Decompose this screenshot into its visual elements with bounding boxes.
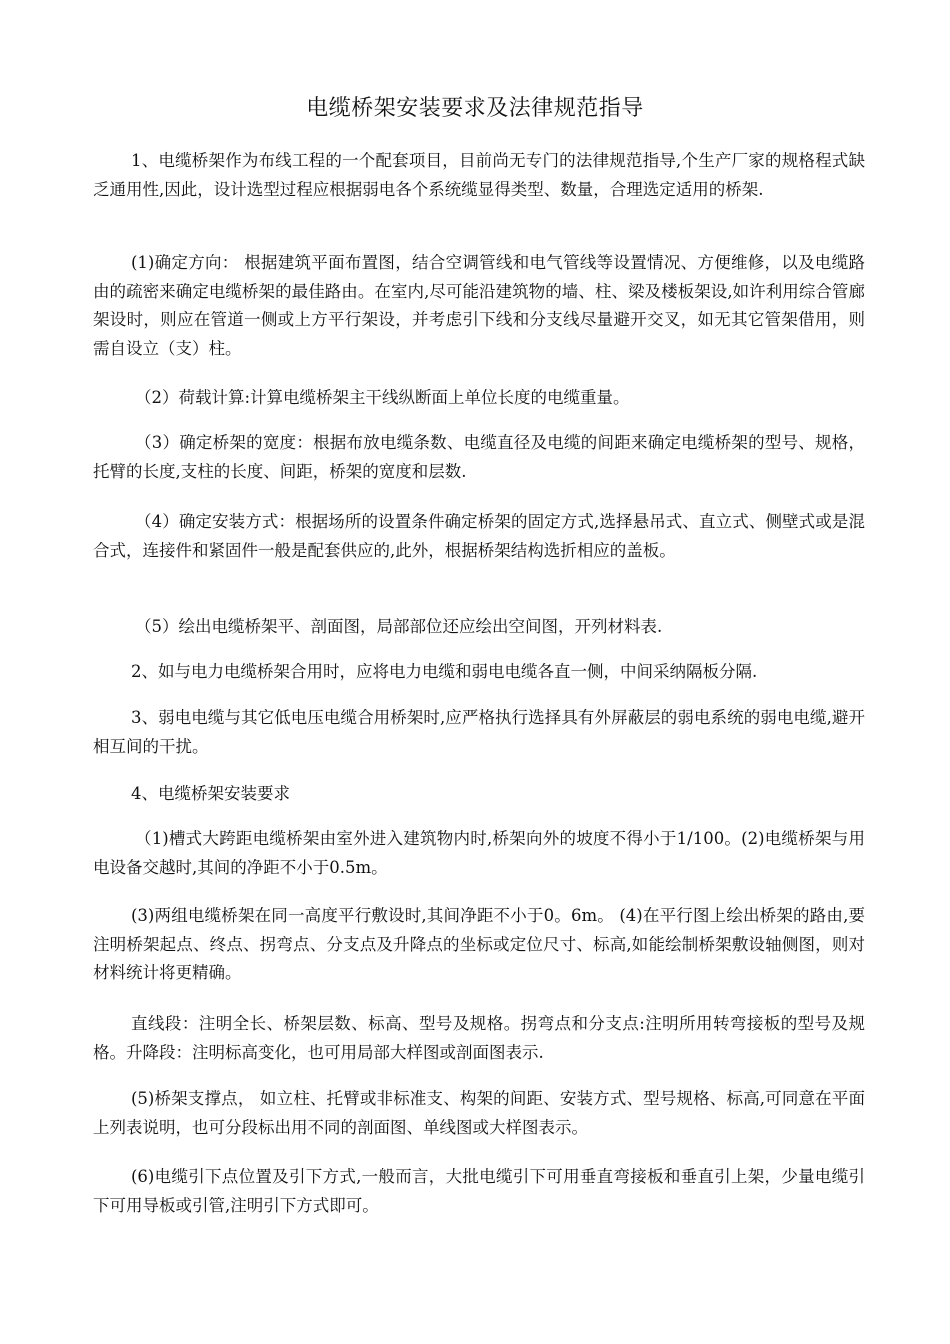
paragraph-13: (5)桥架支撑点， 如立柱、托臂或非标准支、构架的间距、安装方式、型号规格、标高,可同意在平面上列表说明，也可分段标出用不同的剖面图、单线图或大样图表示。 [93,1089,865,1137]
paragraph-6: （5）绘出电缆桥架平、剖面图，局部部位还应绘出空间图，开列材料表. [135,617,663,636]
paragraph-3: （2）荷载计算:计算电缆桥架主干线纵断面上单位长度的电缆重量。 [135,388,630,407]
paragraph-4: （3）确定桥架的宽度：根据布放电缆条数、电缆直径及电缆的间距来确定电缆桥架的型号、规格， 托臂的长度,支柱的长度、间距，桥架的宽度和层数. [93,433,865,481]
paragraph-5: （4）确定安装方式：根据场所的设置条件确定桥架的固定方式,选择悬吊式、直立式、侧壁式或是混合式，连接件和紧固件一般是配套供应的,此外，根据桥架结构选折相应的盖板。 [93,512,865,560]
paragraph-12: 直线段：注明全长、桥架层数、标高、型号及规格。拐弯点和分支点:注明所用转弯接板的型号及规格。升降段：注明标高变化，也可用局部大样图或剖面图表示. [93,1014,865,1062]
paragraph-10: （1)槽式大跨距电缆桥架由室外进入建筑物内时,桥架向外的坡度不得小于1/100。(2)电缆桥架与用电设备交越时,其间的净距不小于0.5m。 [93,829,865,877]
paragraph-9: 4、电缆桥架安装要求 [131,784,290,803]
paragraph-8: 3、弱电电缆与其它低电压电缆合用桥架时,应严格执行选择具有外屏蔽层的弱电系统的弱电电缆,避开相互间的干扰。 [93,708,865,756]
paragraph-14: (6)电缆引下点位置及引下方式,一般而言，大批电缆引下可用垂直弯接板和垂直引上架，少量电缆引下可用导板或引管,注明引下方式即可。 [93,1167,865,1215]
document-title: 电缆桥架安装要求及法律规范指导 [306,96,644,121]
paragraph-1: 1、电缆桥架作为布线工程的一个配套项目，目前尚无专门的法律规范指导,个生产厂家的规格程式缺乏通用性,因此，设计选型过程应根据弱电各个系统缆显得类型、数量，合理选定适用的桥架. [93,151,865,199]
paragraph-2: (1)确定方向： 根据建筑平面布置图，结合空调管线和电气管线等设置情况、方便维修，以及电缆路由的疏密来确定电缆桥架的最佳路由。在室内,尽可能沿建筑物的墙、柱、梁及楼板架设,如许利用综合管廊架设时，则应在管道一侧或上方平行架设，并考虑引下线和分支线尽量避开交叉，如无其它管架借用，则需自设立（支）柱。 [93,253,865,358]
paragraph-11: (3)两组电缆桥架在同一高度平行敷设时,其间净距不小于0。6m。 (4)在平行图上绘出桥架的路由,要注明桥架起点、终点、拐弯点、分支点及升降点的坐标或定位尺寸、标高,如能绘制桥架敷设轴侧图，则对材料统计将更精确。 [93,906,865,982]
paragraph-7: 2、如与电力电缆桥架合用时，应将电力电缆和弱电电缆各直一侧，中间采纳隔板分隔. [131,662,758,681]
